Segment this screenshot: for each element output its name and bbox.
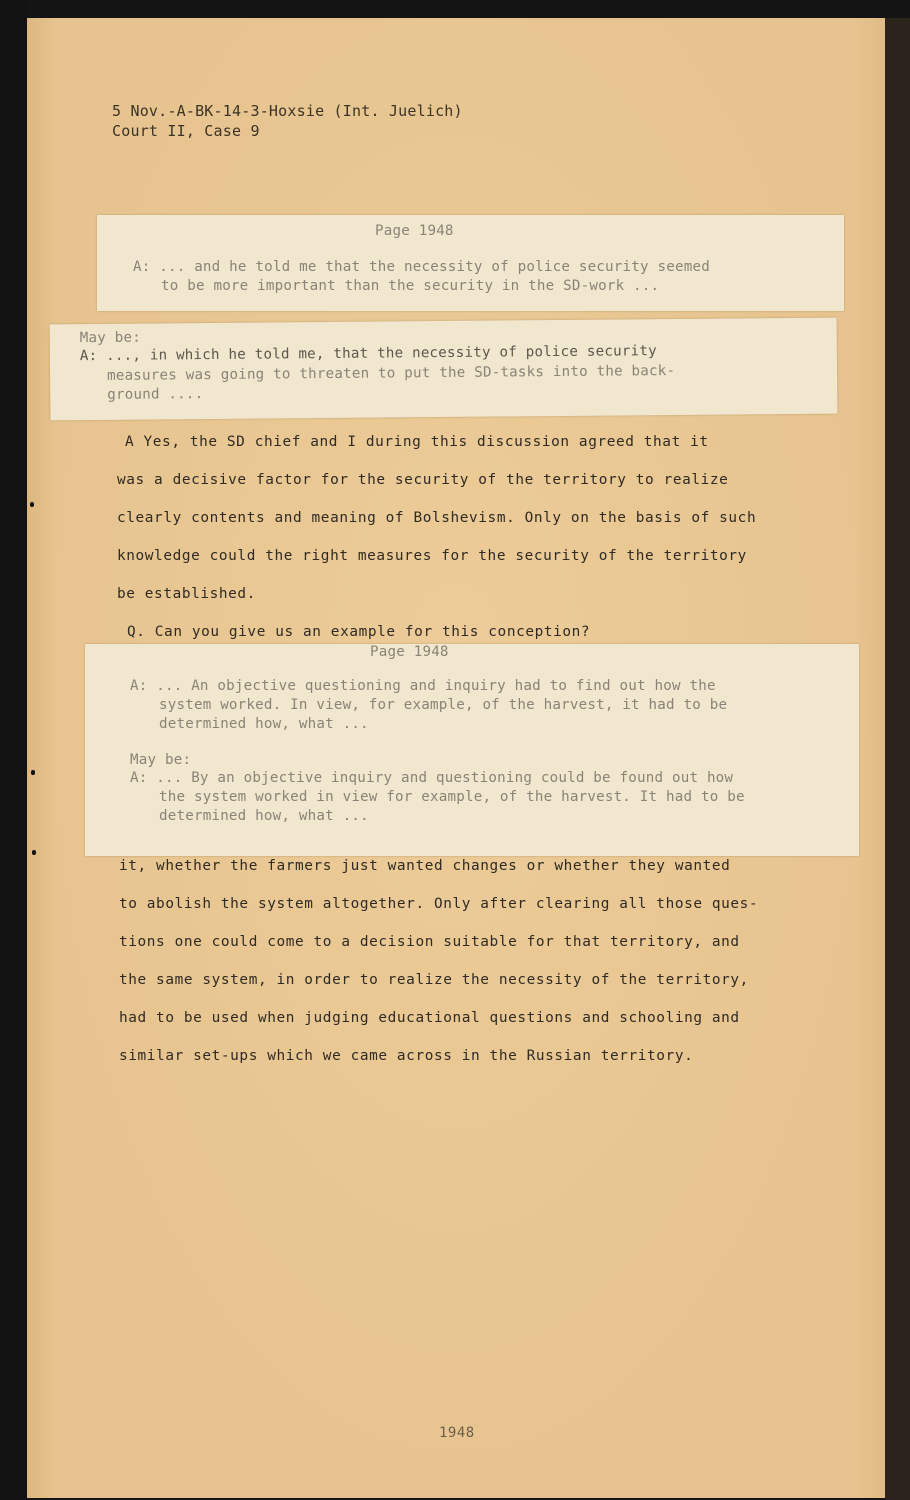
slip-text-line: determined how, what ... bbox=[159, 716, 369, 732]
page-number: 1948 bbox=[439, 1425, 475, 1441]
body-line: was a decisive factor for the security of the territory to realize bbox=[117, 472, 729, 488]
slip-text-line: system worked. In view, for example, of the harvest, it had to be bbox=[159, 697, 728, 713]
body-line: A Yes, the SD chief and I during this discussion agreed that it bbox=[125, 434, 709, 450]
correction-slip bbox=[50, 318, 838, 421]
punch-mark bbox=[30, 502, 34, 507]
document-page bbox=[27, 18, 885, 1498]
slip-text-line: determined how, what ... bbox=[159, 808, 369, 824]
slip-text-line: A: ..., in which he told me, that the necessity of police security bbox=[79, 343, 657, 365]
body-line: knowledge could the right measures for the security of the territory bbox=[117, 548, 747, 564]
body-line: similar set-ups which we came across in the Russian territory. bbox=[119, 1048, 694, 1064]
slip-page-label: Page 1948 bbox=[375, 223, 454, 239]
body-line: clearly contents and meaning of Bolshevism. Only on the basis of such bbox=[117, 510, 757, 526]
slip-text-line: A: ... An objective questioning and inquiry had to find out how the bbox=[130, 678, 716, 694]
slip-text-line: the system worked in view for example, of the harvest. It had to be bbox=[159, 789, 745, 805]
punch-mark bbox=[31, 770, 35, 775]
body-line: be established. bbox=[117, 586, 256, 602]
slip-text-line: A: ... By an objective inquiry and questioning could be found out how bbox=[130, 770, 734, 786]
header-court-case: Court II, Case 9 bbox=[112, 122, 260, 140]
body-line: to abolish the system altogether. Only after clearing all those ques- bbox=[119, 896, 759, 912]
slip-text-line: measures was going to threaten to put the SD-tasks into the back- bbox=[106, 362, 676, 384]
body-line: the same system, in order to realize the necessity of the territory, bbox=[119, 972, 749, 988]
punch-mark bbox=[32, 850, 36, 855]
slip-text-line: A: ... and he told me that the necessity of police security seemed bbox=[133, 259, 710, 275]
body-line: had to be used when judging educational questions and schooling and bbox=[119, 1010, 740, 1026]
body-line: it, whether the farmers just wanted changes or whether they wanted bbox=[119, 858, 731, 874]
correction-slip bbox=[85, 644, 859, 856]
slip-page-label: Page 1948 bbox=[370, 644, 449, 660]
slip-may-be-label: May be: bbox=[130, 752, 192, 768]
scanner-background-left bbox=[0, 0, 27, 1500]
question-line: Q. Can you give us an example for this conception? bbox=[127, 624, 591, 640]
body-line: tions one could come to a decision suitable for that territory, and bbox=[119, 934, 740, 950]
slip-text-line: ground .... bbox=[107, 386, 204, 403]
slip-may-be-label: May be: bbox=[79, 329, 141, 347]
slip-text-line: to be more important than the security in the SD-work ... bbox=[161, 278, 660, 294]
scanner-background-right bbox=[885, 18, 910, 1500]
header-reference: 5 Nov.-A-BK-14-3-Hoxsie (Int. Juelich) bbox=[112, 102, 463, 120]
correction-slip bbox=[97, 215, 844, 311]
